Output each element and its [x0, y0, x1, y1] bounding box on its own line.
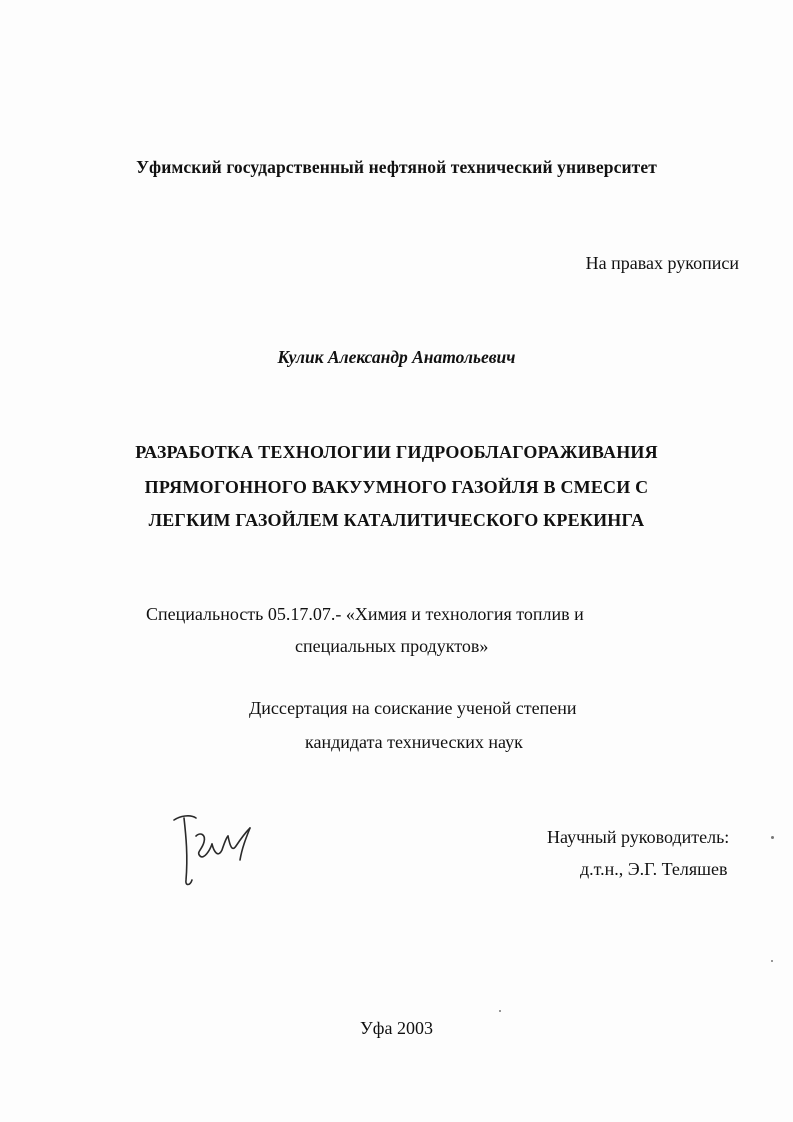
scan-speck	[771, 836, 774, 839]
scan-speck	[771, 960, 773, 962]
dissertation-line-2: кандидата технических наук	[305, 732, 523, 752]
handwritten-signature	[166, 806, 262, 892]
advisor-label: Научный руководитель:	[547, 827, 730, 847]
title-line-1: РАЗРАБОТКА ТЕХНОЛОГИИ ГИДРООБЛАГОРАЖИВАНИЯ	[135, 442, 658, 462]
city-year: Уфа 2003	[360, 1018, 433, 1038]
scan-speck	[499, 1010, 501, 1012]
university-name: Уфимский государственный нефтяной технический университет	[136, 157, 657, 177]
title-line-3: ЛЕГКИМ ГАЗОЙЛЕМ КАТАЛИТИЧЕСКОГО КРЕКИНГА	[148, 510, 645, 530]
specialty-line-1: Специальность 05.17.07.- «Химия и технология топлив и	[146, 604, 584, 624]
specialty-line-2: специальных продуктов»	[295, 636, 489, 656]
dissertation-line-1: Диссертация на соискание ученой степени	[249, 698, 577, 718]
advisor-name: д.т.н., Э.Г. Теляшев	[580, 859, 728, 879]
manuscript-note: На правах рукописи	[585, 253, 739, 273]
title-line-2: ПРЯМОГОННОГО ВАКУУМНОГО ГАЗОЙЛЯ В СМЕСИ С	[144, 477, 649, 497]
author-name: Кулик Александр Анатольевич	[277, 347, 516, 367]
